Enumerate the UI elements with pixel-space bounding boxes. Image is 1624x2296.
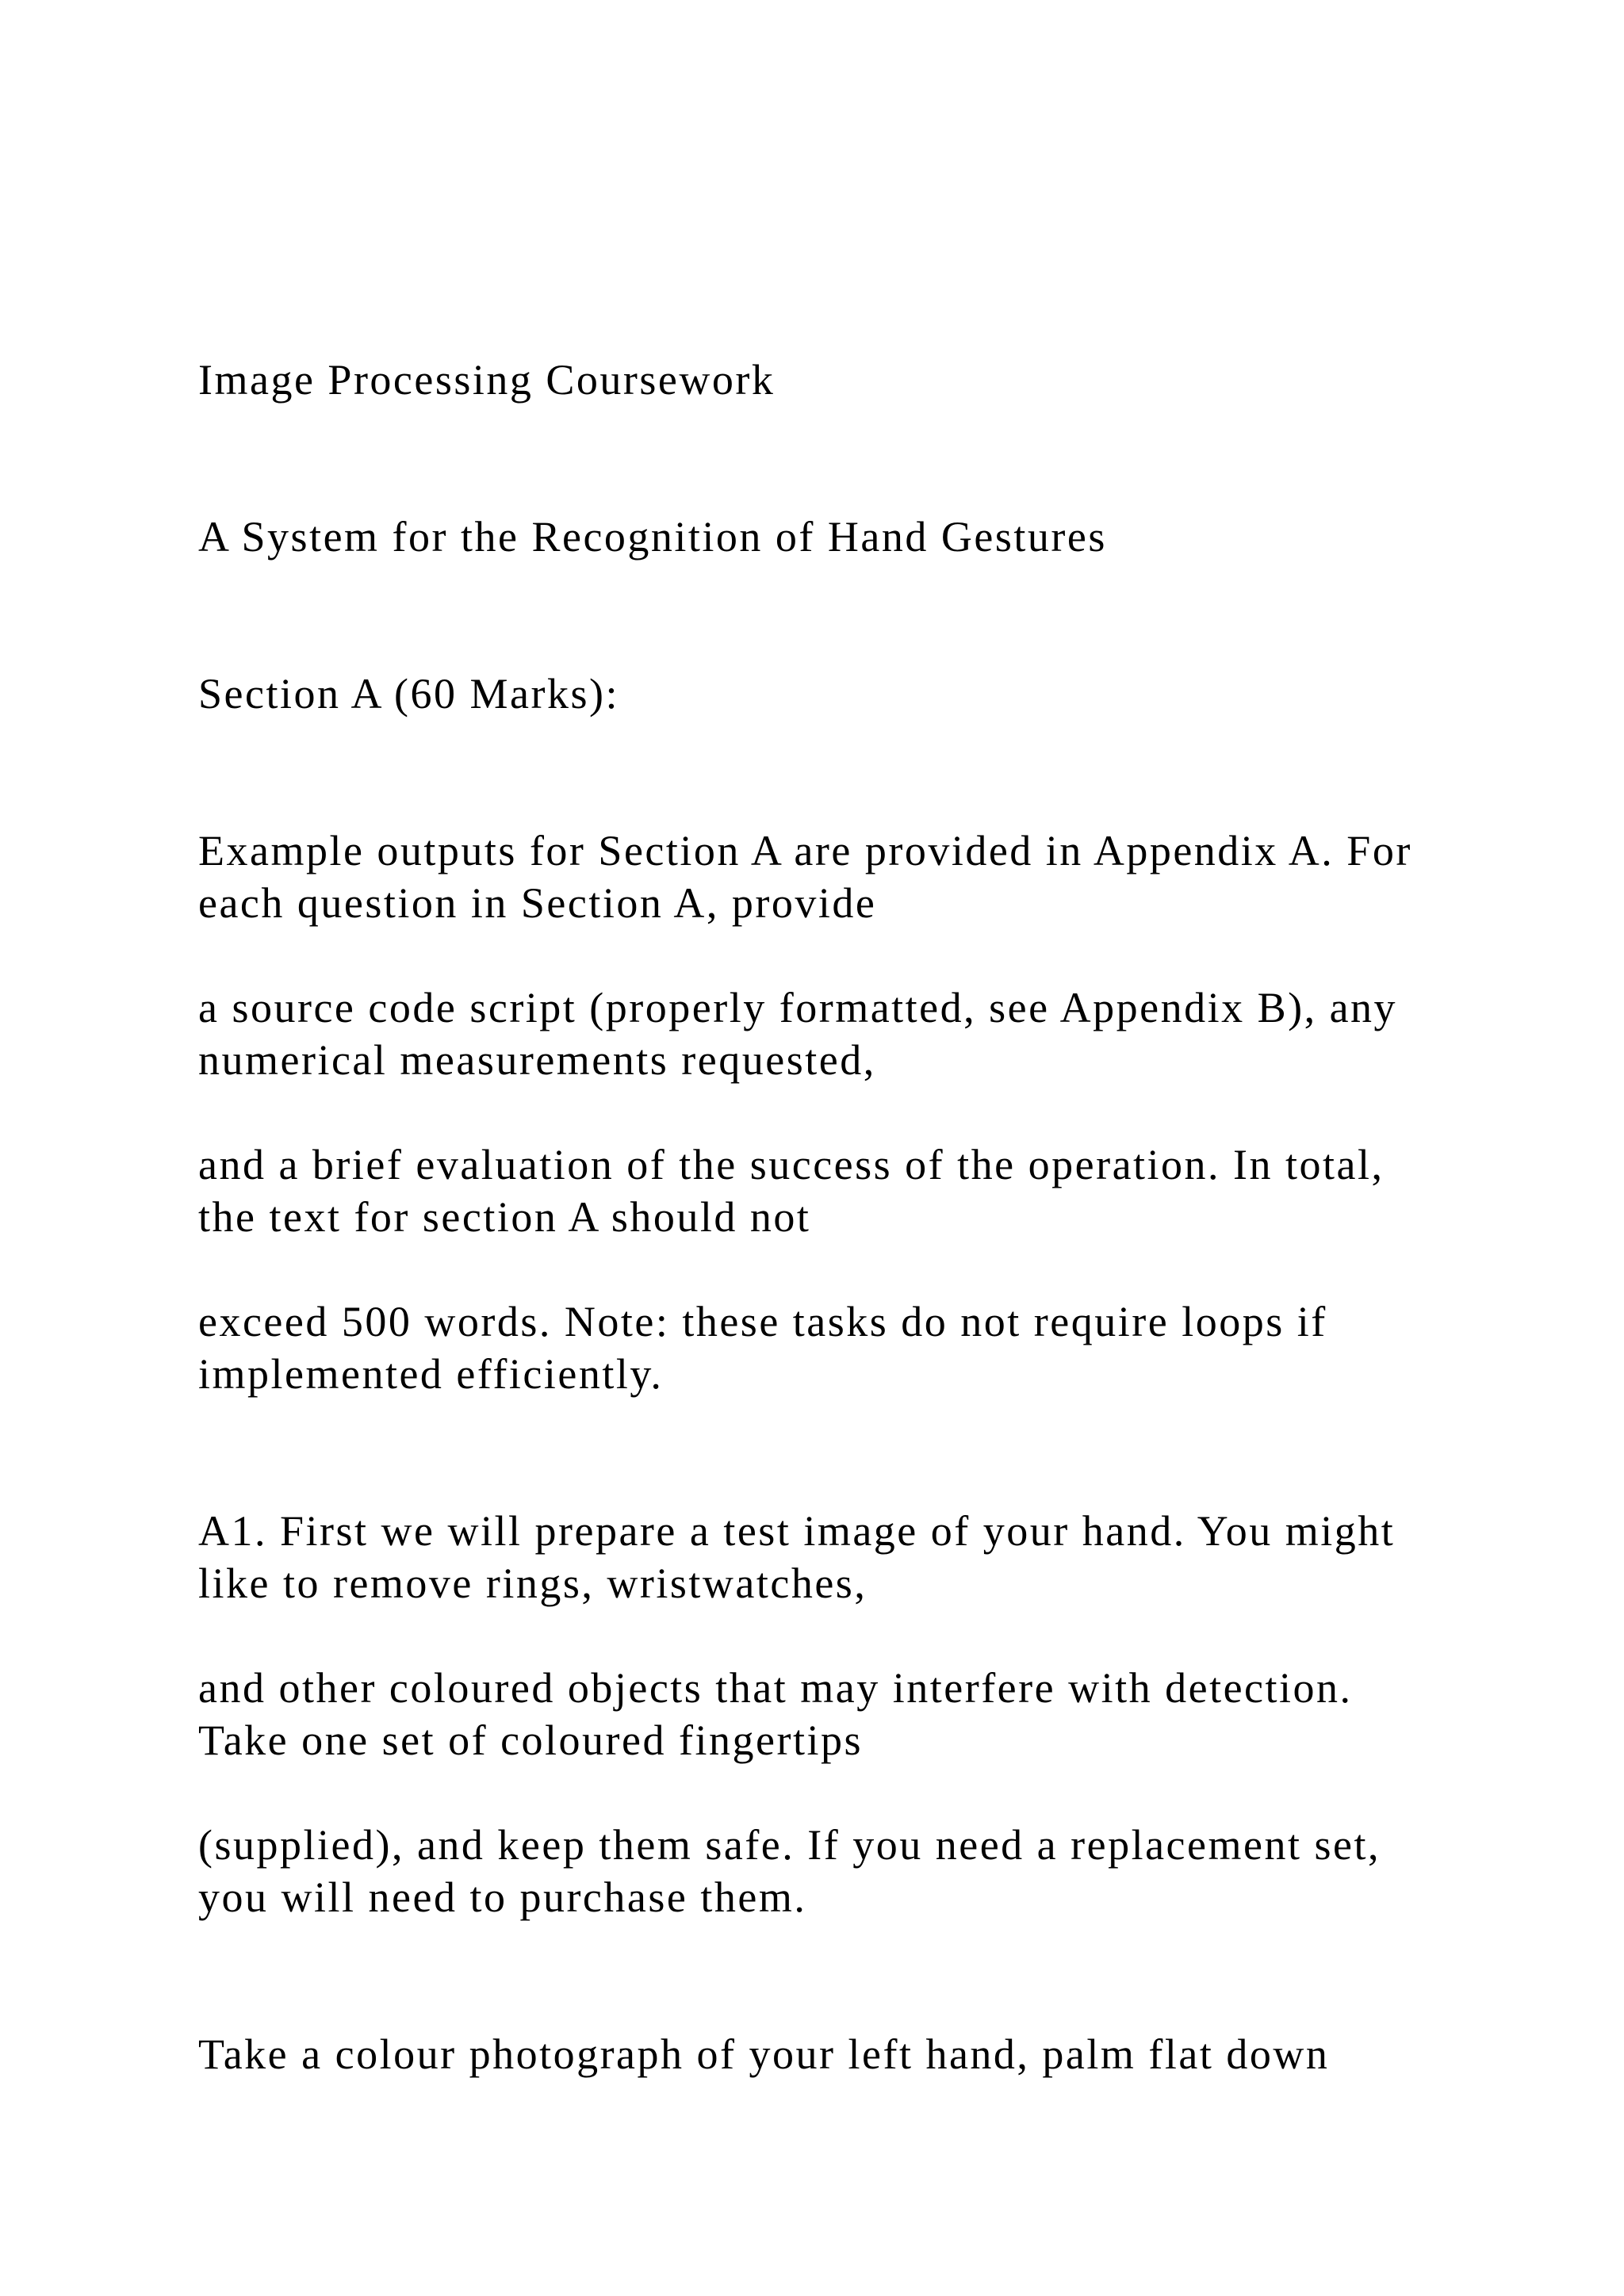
paragraph-4-line-2: implemented efficiently.	[198, 1350, 664, 1398]
paragraph-2-line-2: numerical measurements requested,	[198, 1036, 876, 1084]
paragraph-3-line-2: the text for section A should not	[198, 1193, 811, 1241]
document-subtitle: A System for the Recognition of Hand Gestures	[198, 513, 1107, 561]
paragraph-5-line-2: like to remove rings, wristwatches,	[198, 1559, 868, 1607]
paragraph-3-line-1: and a brief evaluation of the success of the operation. In total,	[198, 1141, 1385, 1188]
paragraph-1-line-1: Example outputs for Section A are provided in Appendix A. For	[198, 827, 1412, 874]
paragraph-7-line-1: (supplied), and keep them safe. If you need a replacement set,	[198, 1821, 1381, 1869]
paragraph-6-line-1: and other coloured objects that may interfere with detection.	[198, 1664, 1353, 1712]
paragraph-5-line-1: A1. First we will prepare a test image of your hand. You might	[198, 1507, 1396, 1555]
paragraph-2-line-1: a source code script (properly formatted, see Appendix B), any	[198, 984, 1398, 1031]
section-heading: Section A (60 Marks):	[198, 670, 619, 718]
paragraph-4-line-1: exceed 500 words. Note: these tasks do not require loops if	[198, 1298, 1327, 1345]
paragraph-7-line-2: you will need to purchase them.	[198, 1873, 807, 1921]
paragraph-6-line-2: Take one set of coloured fingertips	[198, 1716, 863, 1764]
paragraph-8-line-1: Take a colour photograph of your left hand, palm flat down	[198, 2030, 1330, 2078]
paragraph-1-line-2: each question in Section A, provide	[198, 879, 877, 927]
document-title: Image Processing Coursework	[198, 356, 776, 404]
